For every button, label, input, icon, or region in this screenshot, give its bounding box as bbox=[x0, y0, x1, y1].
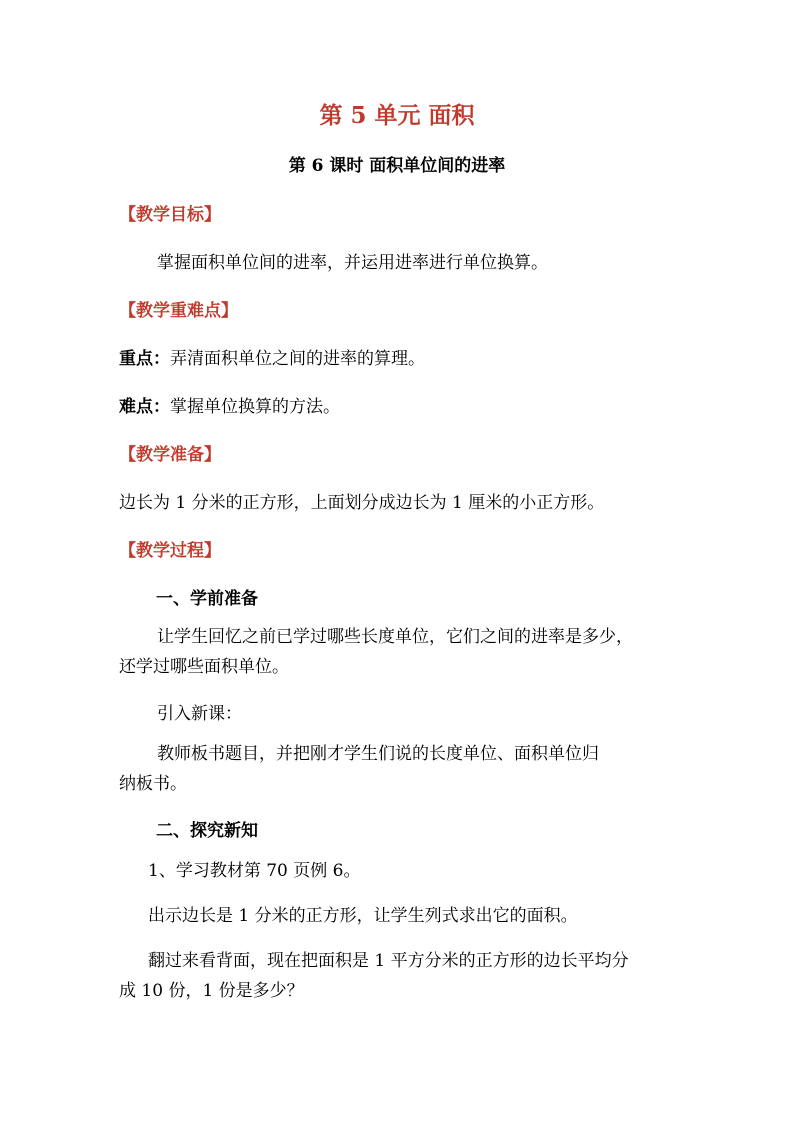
part2-paragraph3-line1: 翻过来看背面，现在把面积是 1 平方分米的正方形的边长平均分 bbox=[148, 951, 629, 971]
section-heading-preparation: 【教学准备】 bbox=[119, 445, 221, 465]
focus-text: 弄清面积单位之间的进率的算理。 bbox=[170, 349, 425, 369]
part1-paragraph3-line2: 纳板书。 bbox=[119, 774, 187, 794]
preparation-text: 边长为 1 分米的正方形，上面划分成边长为 1 厘米的小正方形。 bbox=[119, 493, 605, 513]
part1-paragraph1-line2: 还学过哪些面积单位。 bbox=[119, 657, 289, 677]
lesson-subtitle: 第 6 课时 面积单位间的进率 bbox=[288, 156, 506, 176]
objectives-text: 掌握面积单位间的进率，并运用进率进行单位换算。 bbox=[157, 253, 548, 273]
section-heading-key-points: 【教学重难点】 bbox=[119, 301, 238, 321]
difficulty-text: 掌握单位换算的方法。 bbox=[170, 397, 340, 417]
part2-paragraph3-line2: 成 10 份，1 份是多少？ bbox=[119, 981, 304, 1001]
part1-title: 一、学前准备 bbox=[156, 589, 258, 609]
focus-line bbox=[119, 349, 425, 369]
part2-title: 二、探究新知 bbox=[156, 821, 258, 841]
focus-label: 重点： bbox=[119, 349, 170, 369]
part2-paragraph1: 1、学习教材第 70 页例 6。 bbox=[148, 861, 361, 881]
section-heading-process: 【教学过程】 bbox=[119, 541, 221, 561]
difficulty-label: 难点： bbox=[119, 397, 170, 417]
part1-paragraph3-line1: 教师板书题目，并把刚才学生们说的长度单位、面积单位归 bbox=[157, 744, 599, 764]
unit-title: 第 5 单元 面积 bbox=[319, 102, 475, 129]
part1-paragraph2: 引入新课： bbox=[157, 704, 242, 724]
part1-paragraph1-line1: 让学生回忆之前已学过哪些长度单位，它们之间的进率是多少， bbox=[157, 627, 633, 647]
section-heading-objectives: 【教学目标】 bbox=[119, 205, 221, 225]
part2-paragraph2: 出示边长是 1 分米的正方形，让学生列式求出它的面积。 bbox=[148, 906, 578, 926]
difficulty-line bbox=[119, 397, 340, 417]
